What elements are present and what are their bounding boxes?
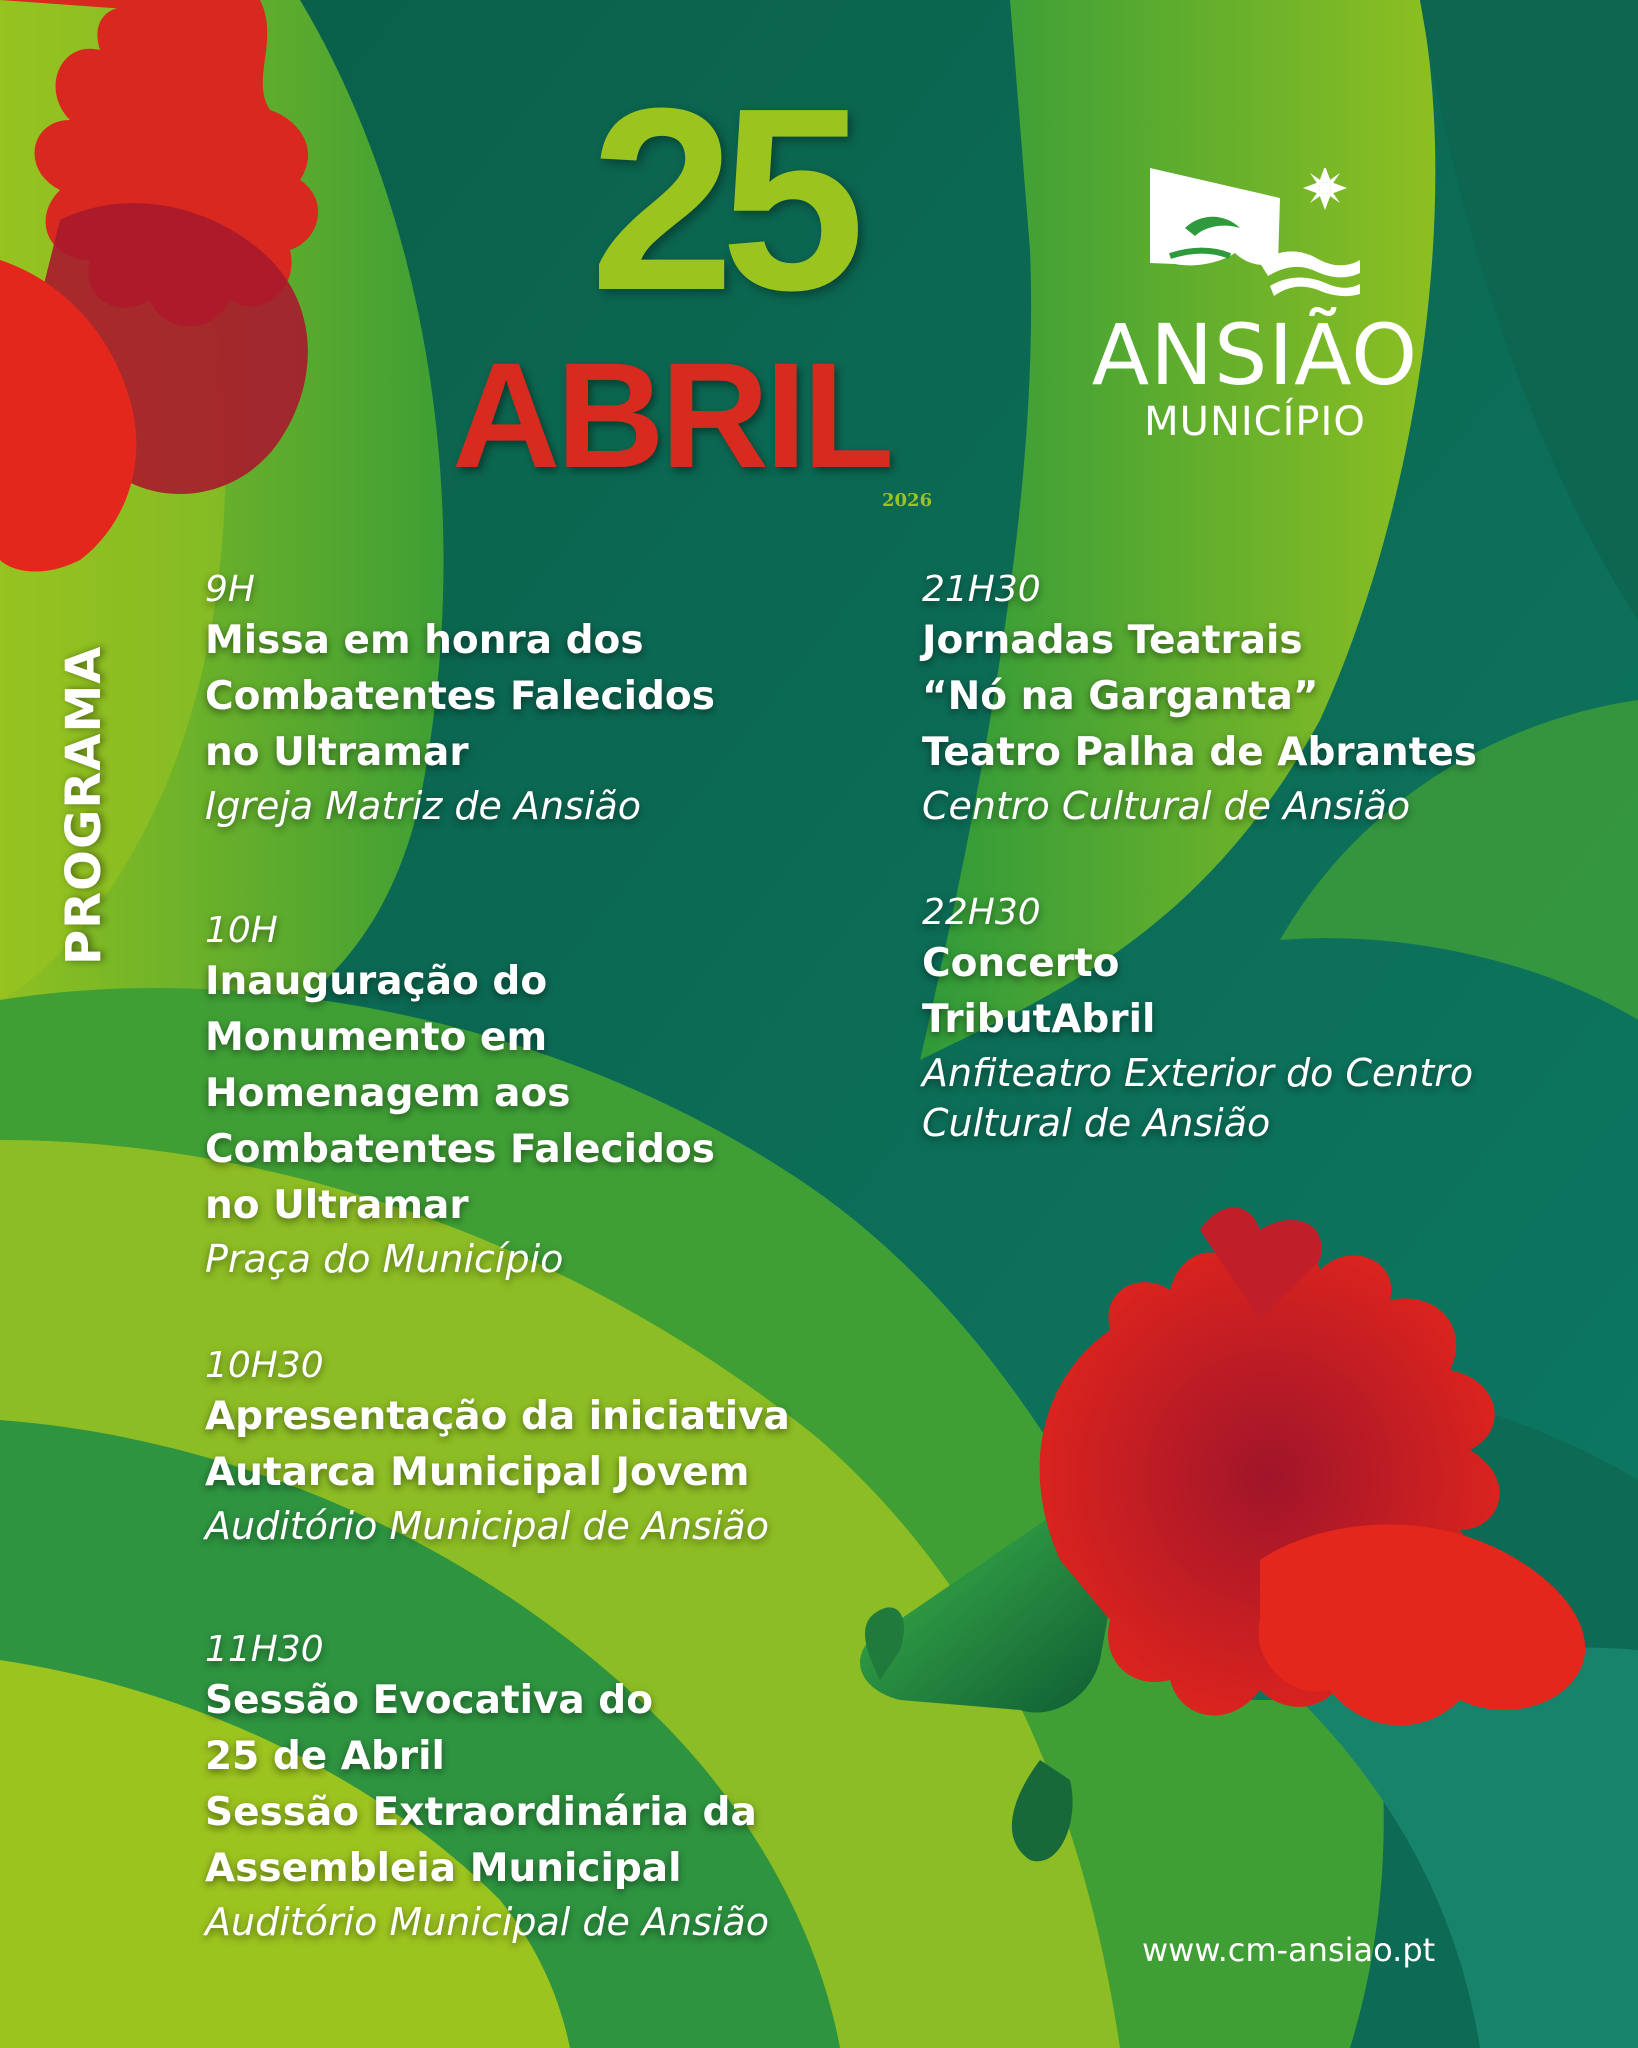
event-title-line: no Ultramar [205, 730, 469, 775]
event-time: 9H [205, 569, 255, 610]
event-title [205, 1389, 790, 1501]
event-title-line: Teatro Palha de Abrantes [922, 730, 1477, 775]
event-time: 10H [205, 910, 278, 951]
event-title-line: Combatentes Falecidos [205, 1127, 715, 1172]
date-year: 2026 [882, 490, 933, 511]
event-venue: Auditório Municipal de Ansião [205, 1900, 769, 1944]
event-time: 10H30 [205, 1345, 324, 1386]
event-title [205, 954, 715, 1234]
event-title-line: Combatentes Falecidos [205, 674, 715, 719]
event-title-line: “Nó na Garganta” [922, 674, 1319, 719]
event-title [922, 613, 1477, 781]
event-item [205, 567, 715, 831]
event-venue: Auditório Municipal de Ansião [205, 1504, 769, 1548]
event-title-line: TributAbril [922, 997, 1156, 1042]
event-title-line: Sessão Extraordinária da [205, 1790, 757, 1835]
website-link[interactable]: www.cm-ansiao.pt [1142, 1931, 1436, 1969]
event-item [205, 1343, 790, 1551]
event-title-line: Autarca Municipal Jovem [205, 1450, 750, 1495]
event-item [205, 908, 715, 1284]
event-title-line: Monumento em [205, 1015, 548, 1060]
event-title-line: Sessão Evocativa do [205, 1678, 653, 1723]
municipality-subtitle: MUNICÍPIO [1144, 399, 1366, 445]
event-title [205, 613, 715, 781]
event-title-line: Missa em honra dos [205, 618, 644, 663]
event-title-line: Inauguração do [205, 959, 548, 1004]
event-title-line: Homenagem aos [205, 1071, 571, 1116]
event-title-line: Apresentação da iniciativa [205, 1394, 790, 1439]
event-title [205, 1673, 769, 1897]
event-title-line: Concerto [922, 941, 1120, 986]
event-time: 21H30 [922, 569, 1041, 610]
event-time: 11H30 [205, 1629, 324, 1670]
event-title-line: no Ultramar [205, 1183, 469, 1228]
event-venue: Centro Cultural de Ansião [922, 784, 1411, 828]
municipality-name: ANSIÃO [1091, 306, 1419, 404]
side-label: PROGRAMA [56, 645, 112, 965]
event-title [922, 936, 1473, 1048]
event-item [922, 567, 1477, 831]
event-venue: Cultural de Ansião [922, 1101, 1271, 1145]
event-item [205, 1627, 769, 1947]
event-title-line: 25 de Abril [205, 1734, 445, 1779]
event-item [922, 890, 1473, 1148]
event-venue: Igreja Matriz de Ansião [205, 784, 641, 828]
date-month: ABRIL [452, 331, 891, 499]
event-time: 22H30 [922, 892, 1041, 933]
event-title-line: Assembleia Municipal [205, 1846, 682, 1891]
date-day: 25 [590, 55, 852, 345]
event-venue: Anfiteatro Exterior do Centro [922, 1051, 1474, 1095]
municipality-emblem-icon [1150, 168, 1360, 298]
event-venue: Praça do Município [205, 1237, 564, 1281]
event-title-line: Jornadas Teatrais [922, 618, 1303, 663]
